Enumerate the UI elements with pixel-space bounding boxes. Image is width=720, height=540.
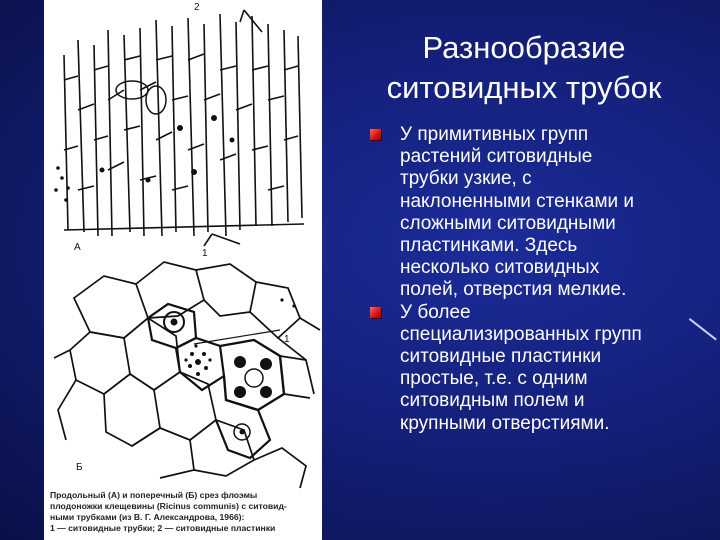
bullet-line: полей, отверстия мелкие.: [400, 279, 627, 301]
caption-line: Продольный (А) и поперечный (Б) срез флоэмы: [50, 490, 258, 500]
bullet-line: специализированных групп: [400, 323, 642, 345]
title-line-2: ситовидных трубок: [386, 70, 662, 105]
bullet-line: несколько ситовидных: [400, 257, 600, 279]
bullet-line: пластинками. Здесь: [400, 235, 578, 257]
bullet-line: У более: [400, 301, 471, 323]
bullet-line: У примитивных групп: [400, 124, 589, 145]
phloem-illustration: [44, 0, 322, 540]
bullet-line: растений ситовидные: [400, 146, 593, 168]
bullet-item-primitive: [364, 124, 714, 302]
bullet-line: трубки узкие, с: [400, 168, 532, 190]
phloem-drawing: [44, 0, 322, 540]
figure-label-2: 2: [194, 2, 200, 13]
bullet-square-icon: [370, 129, 381, 140]
bullet-line: простые, т.е. с одним: [400, 368, 588, 390]
bullet-square-icon: [370, 307, 381, 318]
figure-label-1-mid: 1: [284, 334, 290, 345]
bullet-line: крупными отверстиями.: [400, 412, 610, 434]
slide-title: [334, 28, 714, 108]
figure-label-b: Б: [76, 462, 83, 473]
title-line-1: Разнообразие: [422, 30, 626, 65]
caption-line: ными трубками (из В. Г. Александрова, 1966):: [50, 512, 245, 522]
figure-label-a: А: [74, 242, 81, 253]
bullet-line: наклоненными стенками и: [400, 190, 635, 212]
bullet-line: сложными ситовидными: [400, 212, 616, 234]
bullet-line: ситовидные пластинки: [400, 346, 602, 368]
figure-label-1-top: 1: [202, 248, 208, 259]
bullet-line: ситовидным полем и: [400, 390, 585, 412]
bullet-list: [364, 124, 714, 435]
caption-line: плодоножки клещевины (Ricinus communis) с ситовид-: [50, 501, 287, 511]
figure-caption: [50, 490, 320, 534]
bullet-item-specialized: [364, 302, 714, 435]
caption-line: 1 — ситовидные трубки; 2 — ситовидные пластинки: [50, 523, 276, 533]
